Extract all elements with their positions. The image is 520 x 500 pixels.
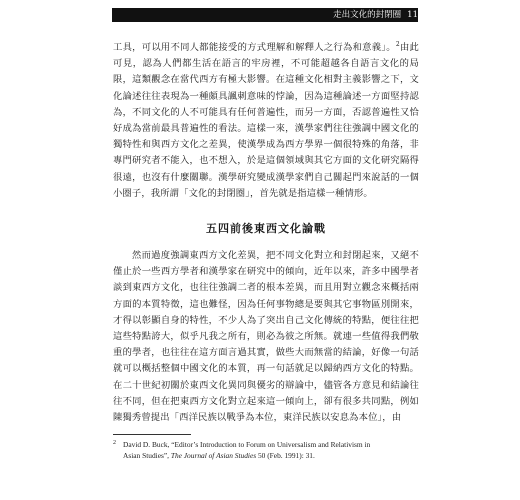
running-header bbox=[112, 9, 418, 21]
footnote-continuation bbox=[113, 450, 419, 461]
running-title: 走出文化的封閉圈 bbox=[333, 10, 402, 20]
footnote-reference: 2 bbox=[395, 40, 400, 48]
footnote-number: 2 bbox=[113, 440, 116, 446]
footnote-divider bbox=[113, 434, 191, 435]
paragraph-1-lead: 工具，可以用不同人都能接受的方式理解和解釋人之行為和意義」。 bbox=[113, 42, 396, 53]
section-heading: 五四前後東西文化論戰 bbox=[206, 222, 326, 236]
footnote-text bbox=[123, 439, 415, 450]
footnote bbox=[113, 439, 419, 461]
paragraph-2: 然而過度強調東西方文化差異，把不同文化對立和封閉起來，又絕不僅止於一些西方學者和漢學家在研究中的傾向，近年以來，許多中國學者談到東西方文化，也往往強調二者的根本差異，而且用對立觀念來概括兩方面的本質特徵，這也難怪，因為任何事物總是要與其它事物區別開來，才得以彰顯自身的特性，不少人為了突出自己文化傳統的特點，便往往把這些特點誇大，似乎凡我之所有，則必為彼之所無。就連一些值得我們敬重的學者，也往往在這方面言過其實，做些大而無當的結論，好像一句話就可以概括整個中國文化的本質，再一句話就足以歸納西方文化的特點。在二十世紀初關於東西文化異同與優劣的辯論中，儘管各方意見和結論往往不同，但在把東西方文化對立起來這一傾向上，卻有很多共同點，例如陳獨秀曾提出「西洋民族以戰爭為本位，東洋民族以安息為本位」，由 bbox=[113, 250, 419, 424]
main-text bbox=[113, 40, 419, 426]
paragraph-1 bbox=[113, 40, 419, 202]
paragraph-1-rest: 由此可見，認為人們都生活在語言的牢房裡，不可能超越各自語言文化的局限，這類觀念在當代西方有極大影響。在這種文化相對主義影響之下，文化論述往往表現為一種頗具諷刺意味的悖論，因為這種論述一方面堅持認為，不同文化的人不可能具有任何普遍性，而另一方面，否認普遍性又恰好成為當前最具普遍性的看法。這樣一來，漢學家們往往強調中國文化的獨特性和與西方文化之差異，使漢學成為西方學界一個很特殊的角落，非專門研究者不能入，也不想入，於是這個領域與其它方面的文化研究隔得很遠，也沒有什麼關聯。漢學研究變成漢學家們自己關起門來說話的一個小圈子，我所謂「文化的封閉圈」，首先就是指這樣一種情形。 bbox=[113, 42, 419, 199]
footnote-journal: The Journal of Asian Studies bbox=[170, 451, 257, 460]
page-number: 11 bbox=[407, 10, 418, 20]
footnote-citation-start: David D. Buck, “Editor’s Introduction to Forum on Universalism and Relativism in bbox=[123, 440, 371, 449]
footnote-article-end: Asian Studies”, bbox=[123, 451, 169, 460]
footnote-issue: 50 (Feb. 1991): 31. bbox=[257, 451, 315, 460]
